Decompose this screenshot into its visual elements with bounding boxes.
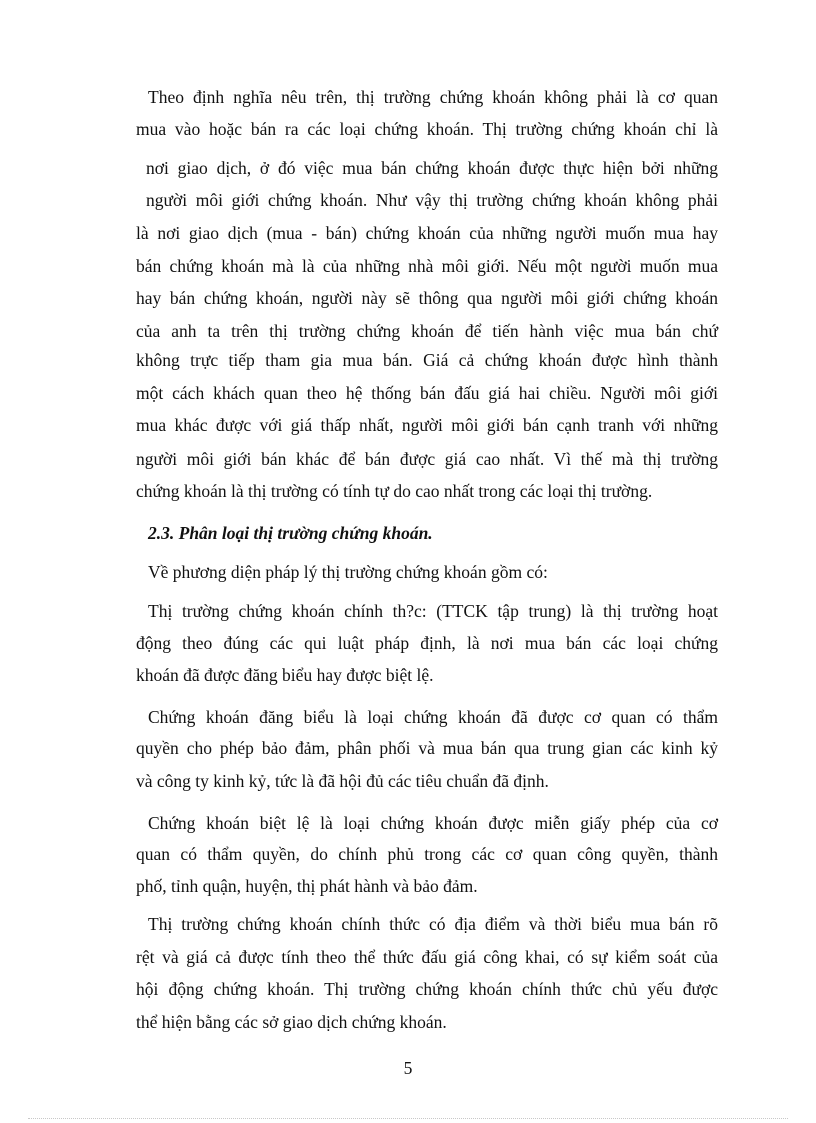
paragraph-line: Thị trường chứng khoán chính th?c: (TTCK tập trung) là thị trường hoạt — [148, 601, 718, 621]
paragraph-line: không trực tiếp tham gia mua bán. Giá cả chứng khoán được hình thành — [136, 350, 718, 370]
paragraph-line: của anh ta trên thị trường chứng khoán để tiến hành việc mua bán chứ — [136, 321, 718, 341]
paragraph-line: động theo đúng các qui luật pháp định, là nơi mua bán các loại chứng — [136, 633, 718, 653]
paragraph-line: Thị trường chứng khoán chính thức có địa điểm và thời biểu mua bán rõ — [148, 914, 718, 934]
paragraph-line: Chứng khoán biệt lệ là loại chứng khoán được miễn giấy phép của cơ — [148, 813, 718, 833]
paragraph-line: thể hiện bằng các sở giao dịch chứng khoán. — [136, 1012, 447, 1032]
paragraph-line: mua vào hoặc bán ra các loại chứng khoán. Thị trường chứng khoán chỉ là — [136, 119, 718, 139]
paragraph-line: phố, tỉnh quận, huyện, thị phát hành và bảo đảm. — [136, 876, 478, 896]
paragraph-line: một cách khách quan theo hệ thống bán đấu giá hai chiều. Người môi giới — [136, 383, 718, 403]
page-number: 5 — [403, 1058, 413, 1078]
paragraph-line: hay bán chứng khoán, người này sẽ thông qua người môi giới chứng khoán — [136, 288, 718, 308]
paragraph-line: người môi giới bán khác để bán được giá cao nhất. Vì thế mà thị trường — [136, 449, 718, 469]
paragraph-line: bán chứng khoán mà là của những nhà môi giới. Nếu một người muốn mua — [136, 256, 718, 276]
footer-divider — [28, 1118, 788, 1119]
paragraph-line: quyền cho phép bảo đảm, phân phối và mua bán qua trung gian các kinh kỷ — [136, 738, 718, 758]
paragraph-line: nơi giao dịch, ở đó việc mua bán chứng khoán được thực hiện bởi những — [146, 158, 718, 178]
paragraph-line: Chứng khoán đăng biểu là loại chứng khoán đã được cơ quan có thẩm — [148, 707, 718, 727]
paragraph-line: chứng khoán là thị trường có tính tự do cao nhất trong các loại thị trường. — [136, 481, 653, 501]
paragraph-line: rệt và giá cả được tính theo thể thức đấu giá công khai, có sự kiểm soát của — [136, 947, 718, 967]
section-heading: 2.3. Phân loại thị trường chứng khoán. — [148, 523, 433, 543]
paragraph-line: hội động chứng khoán. Thị trường chứng khoán chính thức chủ yếu được — [136, 979, 718, 999]
paragraph-line: Theo định nghĩa nêu trên, thị trường chứng khoán không phải là cơ quan — [148, 87, 718, 107]
paragraph-line: là nơi giao dịch (mua - bán) chứng khoán của những người muốn mua hay — [136, 223, 718, 243]
paragraph-line: người môi giới chứng khoán. Như vậy thị trường chứng khoán không phải — [146, 190, 718, 210]
paragraph-2: Về phương diện pháp lý thị trường chứng khoán gồm có: — [148, 562, 548, 582]
paragraph-line: quan có thẩm quyền, do chính phủ trong các cơ quan công quyền, thành — [136, 844, 718, 864]
paragraph-line: khoán đã được đăng biểu hay được biệt lệ. — [136, 665, 434, 685]
paragraph-line: mua khác được với giá thấp nhất, người môi giới bán cạnh tranh với những — [136, 415, 718, 435]
paragraph-line: và công ty kinh kỷ, tức là đã hội đủ các tiêu chuẩn đã định. — [136, 771, 549, 791]
